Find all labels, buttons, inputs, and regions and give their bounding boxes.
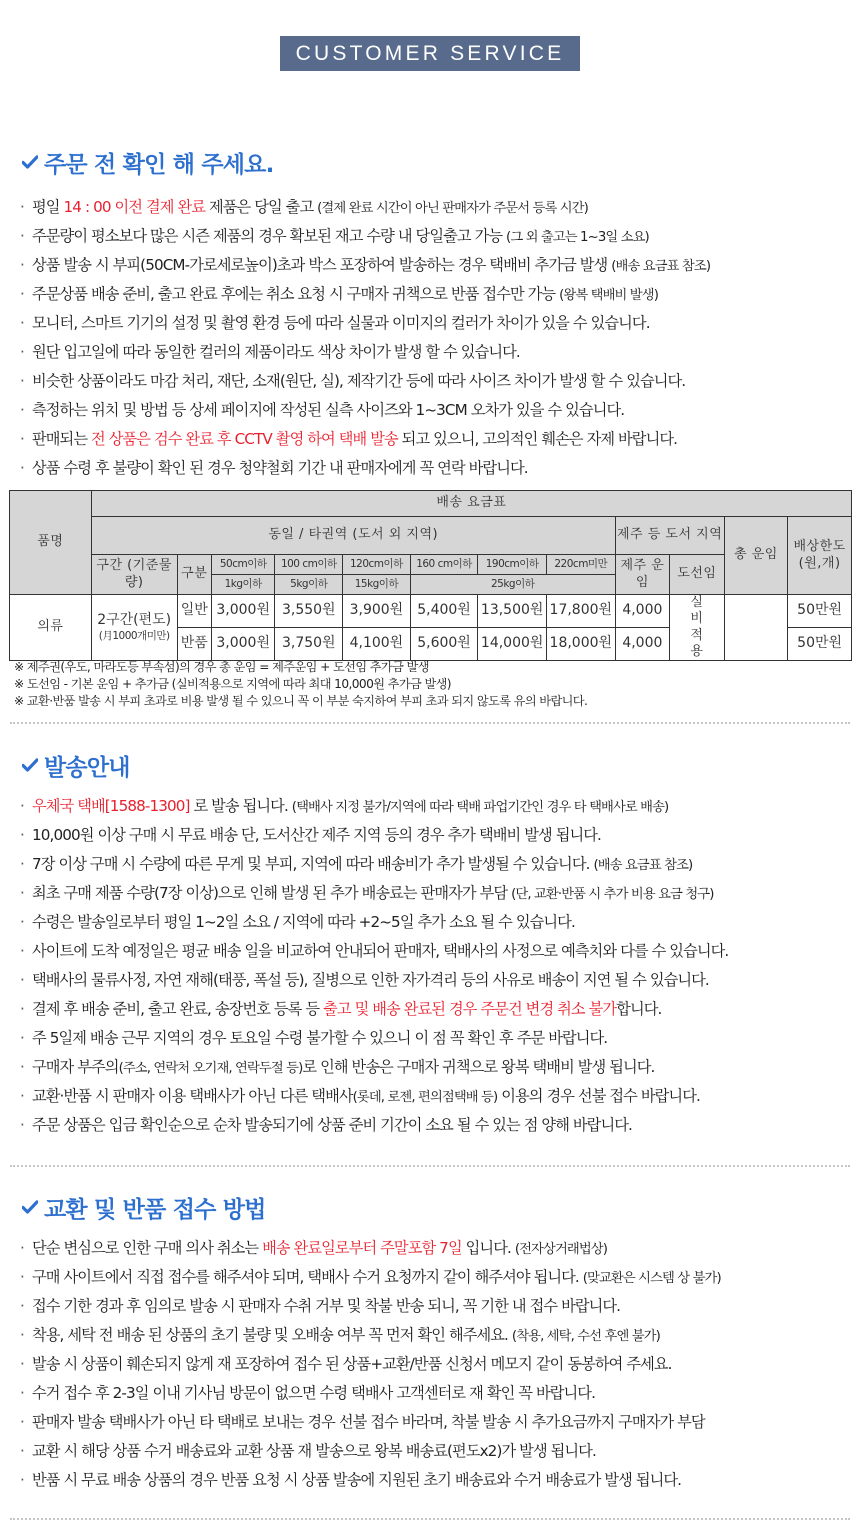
item-text: 구매 사이트에서 직접 접수를 해주셔야 되며, 택배사 수거 요청까지 같이 해주셔야 됩니다.	[32, 1268, 583, 1286]
list-item	[20, 367, 860, 396]
item-highlight: 배송 완료일로부터 주말포함 7일	[262, 1239, 462, 1257]
bullet-icon: ·	[20, 797, 24, 815]
limit-cell: 50만원	[788, 628, 852, 661]
item-text: 비슷한 상품이라도 마감 처리, 재단, 소재(원단, 실), 제작기간 등에 따라 사이즈 차이가 발생 할 수 있습니다.	[32, 372, 686, 390]
notice-list	[0, 1234, 860, 1495]
price-cell: 3,000원	[211, 595, 275, 628]
weight-header: 5kg이하	[275, 575, 343, 595]
jeju-fare-header: 제주 운임	[615, 555, 670, 595]
zone-cell: 2구간(편도) (月1000개미만)	[91, 595, 177, 661]
bullet-icon: ·	[20, 1442, 24, 1460]
item-text: 판매되는	[32, 430, 92, 448]
price-cell: 14,000원	[478, 628, 547, 661]
list-item	[20, 1053, 860, 1082]
size-header: 100 cm이하	[275, 555, 343, 575]
item-text: 결제 후 배송 준비, 출고 완료, 송장번호 등록 등	[32, 1000, 324, 1018]
bullet-icon: ·	[20, 430, 24, 448]
item-text: 수령은 발송일로부터 평일 1~2일 소요 / 지역에 따라 +2~5일 추가 소요 될 수 있습니다.	[32, 913, 575, 931]
item-text: 교환 시 해당 상품 수거 배송료와 교환 상품 재 발송으로 왕복 배송료(편도x2)가 발생 됩니다.	[32, 1442, 596, 1460]
price-cell: 5,600원	[410, 628, 478, 661]
list-item	[20, 1024, 860, 1053]
list-item	[20, 1350, 860, 1379]
item-note: (주소, 연락처 오기재, 연락두절 등)	[118, 1061, 303, 1076]
bullet-icon: ·	[20, 1029, 24, 1047]
item-note: (맞교환은 시스템 상 불가)	[582, 1271, 721, 1286]
item-highlight: 우체국 택배[1588-1300]	[32, 797, 190, 815]
price-cell: 5,400원	[410, 595, 478, 628]
divider	[10, 1518, 850, 1520]
item-text: 상품 발송 시 부피(50CM-가로세로높이)초과 박스 포장하여 발송하는 경우 택배비 추가금 발생	[32, 256, 612, 274]
size-header: 160 cm이하	[410, 555, 478, 575]
list-item	[20, 1292, 860, 1321]
list-item	[20, 995, 860, 1024]
shipping-rate-table	[9, 490, 852, 661]
size-header: 190cm이하	[478, 555, 547, 575]
bullet-icon: ·	[20, 1058, 24, 1076]
bullet-icon: ·	[20, 1384, 24, 1402]
section-title	[0, 1190, 860, 1224]
price-cell: 3,550원	[275, 595, 343, 628]
item-name-cell: 의류	[10, 595, 92, 661]
item-note: (결제 완료 시간이 아닌 판매자가 주문서 등록 시간)	[317, 201, 588, 216]
item-text: 주문 상품은 입금 확인순으로 순차 발송되기에 상품 준비 기간이 소요 될 수 있는 점 양해 바랍니다.	[32, 1116, 632, 1134]
weight-header: 25kg이하	[410, 575, 615, 595]
item-note: (그 외 출고는 1~3일 소요)	[506, 230, 649, 245]
item-text: 로 발송 됩니다.	[189, 797, 292, 815]
section-title	[0, 145, 860, 179]
item-text: 구매자 부주의	[32, 1058, 119, 1076]
item-note: (착용, 세탁, 수선 후엔 불가)	[511, 1329, 660, 1344]
list-item	[20, 338, 860, 367]
bullet-icon: ·	[20, 826, 24, 844]
list-item	[20, 222, 860, 251]
bullet-icon: ·	[20, 913, 24, 931]
list-item	[20, 937, 860, 966]
price-cell: 3,750원	[275, 628, 343, 661]
item-text: 이용의 경우 선불 접수 바랍니다.	[497, 1087, 700, 1105]
list-item	[20, 821, 860, 850]
bullet-icon: ·	[20, 459, 24, 477]
item-text: 되고 있으니, 고의적인 훼손은 자제 바랍니다.	[397, 430, 678, 448]
item-text: 입니다.	[461, 1239, 515, 1257]
price-cell: 4,100원	[343, 628, 411, 661]
note: ※ 제주권(우도, 마라도등 부속섬)의 경우 총 운임 = 제주운임 + 도선임 추가금 발생	[14, 660, 429, 674]
bullet-icon: ·	[20, 1297, 24, 1315]
bullet-icon: ·	[20, 1355, 24, 1373]
item-highlight: 전 상품은 검수 완료 후 CCTV 촬영 하여 택배 발송	[91, 430, 398, 448]
list-item	[20, 1234, 860, 1263]
item-highlight: 14 : 00 이전 결제 완료	[63, 198, 206, 216]
bullet-icon: ·	[20, 942, 24, 960]
bullet-icon: ·	[20, 227, 24, 245]
list-item	[20, 193, 860, 222]
item-text: 평일	[32, 198, 64, 216]
list-item	[20, 792, 860, 821]
notice-list	[0, 193, 860, 483]
section-before-order	[0, 145, 860, 483]
weight-header: 15kg이하	[343, 575, 411, 595]
list-item	[20, 454, 860, 483]
bullet-icon: ·	[20, 1000, 24, 1018]
bullet-icon: ·	[20, 1413, 24, 1431]
price-cell: 13,500원	[478, 595, 547, 628]
jeju-fare-cell: 4,000	[615, 628, 670, 661]
item-text: 판매자 발송 택배사가 아닌 타 택배로 보내는 경우 선불 접수 바라며, 착불 발송 시 추가요금까지 구매자가 부담	[32, 1413, 705, 1431]
note: ※ 교환·반품 발송 시 부피 초과로 비용 발생 될 수 있으니 꼭 이 부분 숙지하여 부피 초과 되지 않도록 유의 바랍니다.	[14, 694, 588, 708]
note: ※ 도선임 - 기본 운임 + 추가금 (실비적용으로 지역에 따라 최대 10,000원 추가금 발생)	[14, 677, 451, 691]
item-text: 상품 수령 후 불량이 확인 된 경우 청약철회 기간 내 판매자에게 꼭 연락 바랍니다.	[32, 459, 528, 477]
bullet-icon: ·	[20, 198, 24, 216]
divider	[10, 1165, 850, 1167]
item-text: 주문상품 배송 준비, 출고 완료 후에는 취소 요청 시 구매자 귀책으로 반품 접수만 가능	[32, 285, 560, 303]
list-item	[20, 908, 860, 937]
ferry-fare-header: 도선임	[670, 555, 725, 595]
list-item	[20, 1111, 860, 1140]
bullet-icon: ·	[20, 1087, 24, 1105]
section-title-text: 교환 및 반품 접수 방법	[44, 1196, 266, 1223]
list-item	[20, 879, 860, 908]
bullet-icon: ·	[20, 971, 24, 989]
type-cell: 일반	[177, 595, 211, 628]
col-item-header: 품명	[10, 491, 92, 595]
item-text: 착용, 세탁 전 배송 된 상품의 초기 불량 및 오배송 여부 꼭 먼저 확인 해주세요.	[32, 1326, 512, 1344]
list-item	[20, 850, 860, 879]
total-fare-cell	[724, 595, 788, 661]
compensation-limit-header: 배상한도 (원,개)	[788, 517, 852, 595]
item-text: 로 인해 반송은 구매자 귀책으로 왕복 택배비 발생 됩니다.	[302, 1058, 655, 1076]
item-text: 7장 이상 구매 시 수량에 따른 무게 및 부피, 지역에 따라 배송비가 추가 발생될 수 있습니다.	[32, 855, 594, 873]
bullet-icon: ·	[20, 401, 24, 419]
item-text: 반품 시 무료 배송 상품의 경우 반품 요청 시 상품 발송에 지원된 초기 배송료와 수거 배송료가 발생 됩니다.	[32, 1471, 682, 1489]
item-text: 주문량이 평소보다 많은 시즌 제품의 경우 확보된 재고 수량 내 당일출고 가능	[32, 227, 507, 245]
weight-header: 1kg이하	[211, 575, 275, 595]
notice-list	[0, 792, 860, 1140]
bullet-icon: ·	[20, 1239, 24, 1257]
table-notes	[14, 659, 587, 710]
list-item	[20, 1408, 860, 1437]
section-title-text: 발송안내	[44, 754, 130, 781]
item-text: 단순 변심으로 인한 구매 의사 취소는	[32, 1239, 263, 1257]
bullet-icon: ·	[20, 1326, 24, 1344]
item-text: 발송 시 상품이 훼손되지 않게 재 포장하여 접수 된 상품+교환/반품 신청서 메모지 같이 동봉하여 주세요.	[32, 1355, 672, 1373]
item-note: (왕복 택배비 발생)	[559, 288, 658, 303]
bullet-icon: ·	[20, 343, 24, 361]
type-cell: 반품	[177, 628, 211, 661]
list-item	[20, 1379, 860, 1408]
item-text: 10,000원 이상 구매 시 무료 배송 단, 도서산간 제주 지역 등의 경우 추가 택배비 발생 됩니다.	[32, 826, 601, 844]
list-item	[20, 1466, 860, 1495]
item-highlight: 출고 및 배송 완료된 경우 주문건 변경 취소 불가	[323, 1000, 617, 1018]
bullet-icon: ·	[20, 855, 24, 873]
item-text: 원단 입고일에 따라 동일한 컬러의 제품이라도 색상 차이가 발생 할 수 있습니다.	[32, 343, 520, 361]
item-text: 접수 기한 경과 후 임의로 발송 시 판매자 수취 거부 및 착불 반송 되니, 꼭 기한 내 접수 바랍니다.	[32, 1297, 621, 1315]
zone-header: 구간 (기준물량)	[91, 555, 177, 595]
list-item	[20, 396, 860, 425]
item-text: 주 5일제 배송 근무 지역의 경우 토요일 수령 불가할 수 있으니 이 점 꼭 확인 후 주문 바랍니다.	[32, 1029, 608, 1047]
bullet-icon: ·	[20, 1268, 24, 1286]
section-title	[0, 748, 860, 782]
list-item	[20, 1263, 860, 1292]
section-title-text: 주문 전 확인 해 주세요.	[44, 151, 274, 178]
item-text: 택배사의 물류사정, 자연 재해(태풍, 폭설 등), 질병으로 인한 자가격리 등의 사유로 배송이 지연 될 수 있습니다.	[32, 971, 709, 989]
divider	[10, 722, 850, 724]
ferry-fare-cell: 실비 적용	[670, 595, 725, 661]
check-icon	[22, 1200, 38, 1214]
item-note: (배송 요금표 참조)	[593, 858, 693, 873]
size-header: 220cm미만	[546, 555, 615, 575]
table-title: 배송 요금표	[91, 491, 851, 517]
list-item	[20, 251, 860, 280]
item-note: (전자상거래법상)	[514, 1242, 608, 1257]
jeju-fare-cell: 4,000	[615, 595, 670, 628]
bullet-icon: ·	[20, 285, 24, 303]
region-main-header: 동일 / 타권역 (도서 외 지역)	[91, 517, 615, 555]
check-icon	[22, 758, 38, 772]
item-text: 모니터, 스마트 기기의 설정 및 촬영 환경 등에 따라 실물과 이미지의 컬러가 차이가 있을 수 있습니다.	[32, 314, 650, 332]
price-cell: 17,800원	[546, 595, 615, 628]
bullet-icon: ·	[20, 256, 24, 274]
price-cell: 18,000원	[546, 628, 615, 661]
price-cell: 3,000원	[211, 628, 275, 661]
total-fare-header: 총 운임	[724, 517, 788, 595]
region-island-header: 제주 등 도서 지역	[615, 517, 724, 555]
size-header: 50cm이하	[211, 555, 275, 575]
item-note: (단, 교환·반품 시 추가 비용 요금 청구)	[511, 887, 714, 902]
section-returns	[0, 1190, 860, 1495]
check-icon	[22, 155, 38, 169]
list-item	[20, 425, 860, 454]
list-item	[20, 1321, 860, 1350]
item-text: 제품은 당일 출고	[205, 198, 318, 216]
bullet-icon: ·	[20, 1116, 24, 1134]
list-item	[20, 1082, 860, 1111]
item-text: 수거 접수 후 2-3일 이내 기사님 방문이 없으면 수령 택배사 고객센터로 재 확인 꼭 바랍니다.	[32, 1384, 596, 1402]
list-item	[20, 966, 860, 995]
list-item	[20, 309, 860, 338]
item-text: 사이트에 도착 예정일은 평균 배송 일을 비교하여 안내되어 판매자, 택배사의 사정으로 예측치와 다를 수 있습니다.	[32, 942, 729, 960]
item-note: (배송 요금표 참조)	[611, 259, 711, 274]
list-item	[20, 280, 860, 309]
limit-cell: 50만원	[788, 595, 852, 628]
item-note: (택배사 지정 불가/지역에 따라 택배 파업기간인 경우 타 택배사로 배송)	[291, 800, 669, 815]
type-header: 구분	[177, 555, 211, 595]
item-text: 측정하는 위치 및 방법 등 상세 페이지에 작성된 실측 사이즈와 1~3CM 오차가 있을 수 있습니다.	[32, 401, 625, 419]
bullet-icon: ·	[20, 314, 24, 332]
size-header: 120cm이하	[343, 555, 411, 575]
item-text: 합니다.	[616, 1000, 662, 1018]
bullet-icon: ·	[20, 372, 24, 390]
item-text: 최초 구매 제품 수량(7장 이상)으로 인해 발생 된 추가 배송료는 판매자가 부담	[32, 884, 512, 902]
bullet-icon: ·	[20, 1471, 24, 1489]
item-text: 교환·반품 시 판매자 이용 택배사가 아닌 다른 택배사	[32, 1087, 353, 1105]
price-cell: 3,900원	[343, 595, 411, 628]
bullet-icon: ·	[20, 884, 24, 902]
list-item	[20, 1437, 860, 1466]
customer-service-banner: CUSTOMER SERVICE	[280, 36, 580, 71]
section-shipping	[0, 748, 860, 1140]
item-note: (롯데, 로젠, 편의점택배 등)	[352, 1090, 498, 1105]
